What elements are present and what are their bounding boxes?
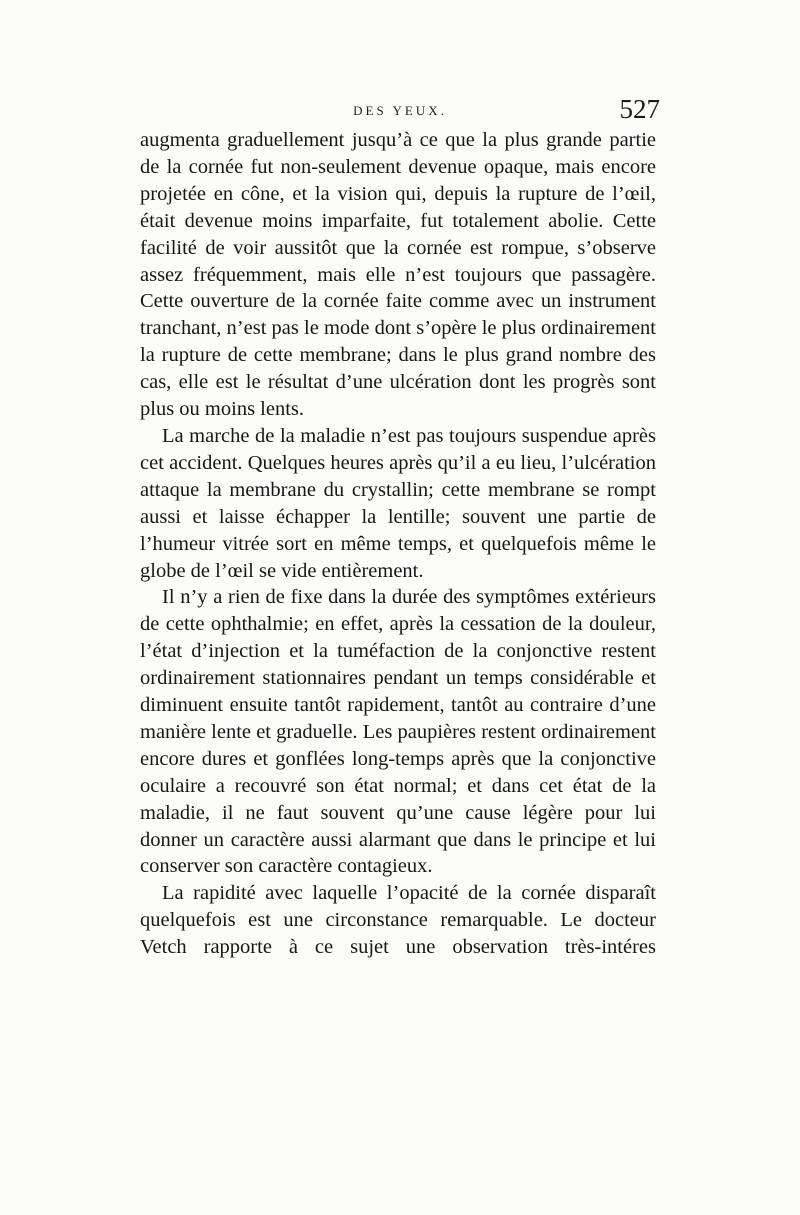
- running-head-title: DES YEUX.: [353, 103, 447, 118]
- paragraph-1: augmenta graduellement jusqu’à ce que la plus grande partie de la cornée fut non-seulement devenue opaque, mais encore projetée en cône, et la vision qui, depuis la rupture de l’œil, était devenue moins imparfaite, fut totalement abolie. Cette facilité de voir aussitôt que la cornée est rompue, s’observe assez fréquemment, mais elle n’est toujours que passagère. Cette ouverture de la cornée faite comme avec un instrument tranchant, n’est pas le mode dont s’opère le plus ordinairement la rupture de cette membrane; dans le plus grand nombre des cas, elle est le résultat d’une ulcération dont les progrès sont plus ou moins lents.: [140, 129, 656, 421]
- page-number: 527: [619, 94, 660, 124]
- body-text: [140, 127, 656, 961]
- paragraph-2: La marche de la maladie n’est pas toujours suspendue après cet accident. Quelques heures après qu’il a eu lieu, l’ulcération attaque la membrane du crystallin; cette membrane se rompt aussi et laisse échapper la lentille; souvent une partie de l’humeur vitrée sort en même temps, et quelquefois même le globe de l’œil se vide entièrement.: [140, 424, 656, 582]
- paragraph-3: Il n’y a rien de fixe dans la durée des symptômes extérieurs de cette ophthalmie; en effet, après la cessation de la douleur, l’état d’injection et la tuméfaction de la conjonctive restent ordinairement stationnaires pendant un temps considérable et diminuent ensuite tantôt rapidement, tantôt au contraire d’une manière lente et graduelle. Les paupières restent ordinairement encore dures et gonflées long-temps après que la conjonctive oculaire a recouvré son état normal; et dans cet état de la maladie, il ne faut souvent qu’une cause légère pour lui donner un caractère aussi alarmant que dans le principe et lui conserver son caractère contagieux.: [140, 586, 656, 878]
- paragraph-4: La rapidité avec laquelle l’opacité de la cornée disparaît quelquefois est une circonstance remarquable. Le docteur Vetch rapporte à ce sujet une observation très-intéres: [140, 882, 656, 959]
